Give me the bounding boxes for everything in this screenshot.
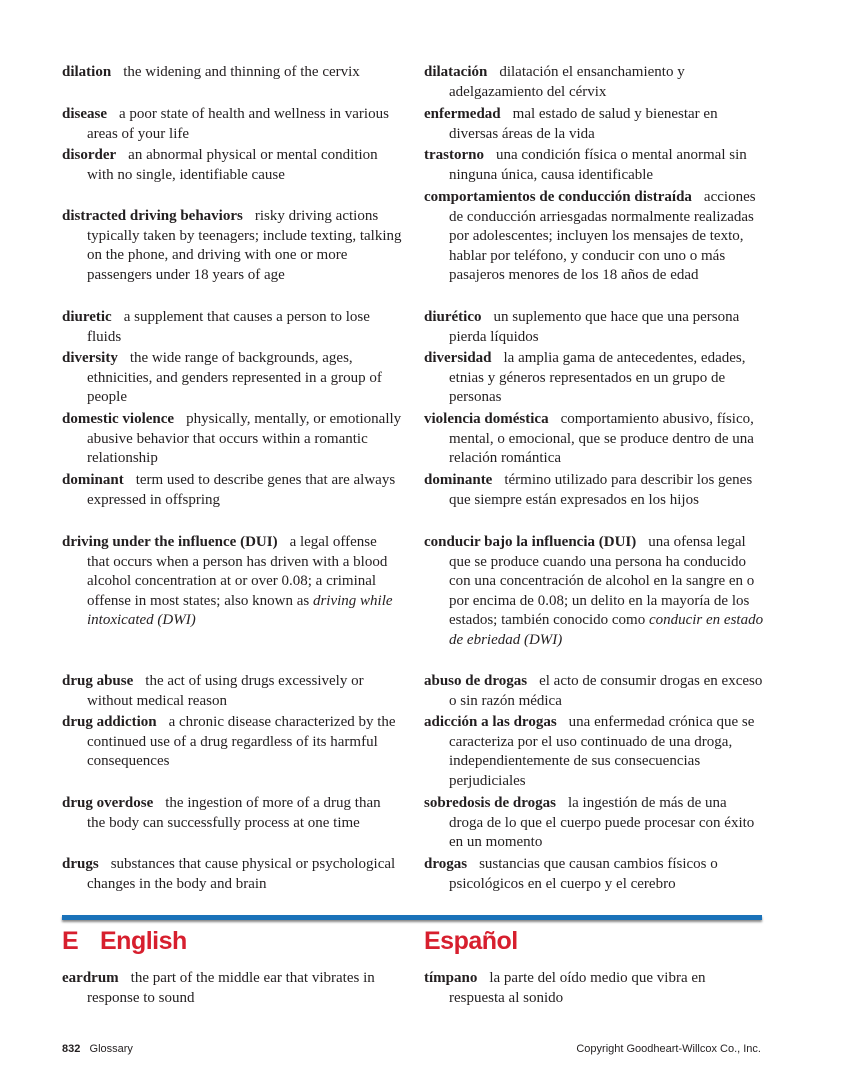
entry-term: trastorno	[424, 147, 484, 163]
glossary-entry	[62, 794, 402, 833]
entry-definition: una ofensa legal que se produce cuando una persona ha conducido con una concentración de alcohol en la sangre en o por encima de 0.08; un delito en la mayoría de los estados; también conocido como	[449, 534, 755, 629]
glossary-entry	[62, 713, 402, 772]
entry-term: drug addiction	[62, 714, 157, 730]
page-number: 832	[62, 1043, 81, 1055]
section-heading-english: English	[100, 927, 187, 955]
entry-definition: un suplemento que hace que una persona pierda líquidos	[449, 309, 740, 345]
entry-definition: la ingestión de más de una droga de lo que el cuerpo puede procesar con éxito en un momento	[449, 795, 755, 851]
entry-term: diversity	[62, 350, 118, 366]
entry-definition: the wide range of backgrounds, ages, ethnicities, and genders represented in a group of people	[87, 350, 382, 406]
entry-term: drug abuse	[62, 673, 134, 689]
glossary-entry	[424, 471, 764, 510]
entry-term: eardrum	[62, 970, 119, 986]
entry-term: distracted driving behaviors	[62, 208, 243, 224]
glossary-entry	[424, 63, 764, 102]
entry-definition: acciones de conducción arriesgadas normalmente realizadas por adolescentes; incluyen los mensajes de texto, hablar por teléfono, y conducir con uno o más pasajeros menores de los 18 años de edad	[449, 189, 756, 284]
entry-definition: una condición física o mental anormal sin ninguna única, causa identificable	[449, 147, 747, 183]
entry-definition: physically, mentally, or emotionally abusive behavior that occurs within a romantic relationship	[87, 411, 402, 467]
entry-definition: term used to describe genes that are always expressed in offspring	[87, 472, 396, 508]
entry-term: drugs	[62, 856, 99, 872]
entry-definition-italic: conducir en estado de ebriedad (DWI)	[449, 612, 764, 648]
entry-definition: sustancias que causan cambios físicos o psicológicos en el cuerpo y el cerebro	[449, 856, 718, 892]
entry-term: tímpano	[424, 970, 478, 986]
entry-definition: a chronic disease characterized by the continued use of a drug regardless of its harmful consequences	[87, 714, 396, 770]
entry-term: sobredosis de drogas	[424, 795, 556, 811]
entry-term: dominant	[62, 472, 124, 488]
entry-term: abuso de drogas	[424, 673, 528, 689]
glossary-entry	[62, 471, 402, 510]
glossary-entry	[424, 855, 764, 894]
entry-term: adicción a las drogas	[424, 714, 557, 730]
entry-definition: la parte del oído medio que vibra en respuesta al sonido	[449, 970, 706, 1006]
entry-term: domestic violence	[62, 411, 175, 427]
glossary-entry	[424, 146, 764, 185]
glossary-entry	[62, 146, 402, 185]
entry-definition: substances that cause physical or psychological changes in the body and brain	[87, 856, 396, 892]
entry-definition-italic: driving while intoxicated (DWI)	[87, 592, 393, 629]
section-divider	[62, 915, 762, 920]
entry-definition: the act of using drugs excessively or without medical reason	[87, 673, 364, 709]
entry-definition: término utilizado para describir los genes que siempre están expresados en los hijos	[449, 472, 753, 508]
footer-copyright: Copyright Goodheart-Willcox Co., Inc.	[576, 1043, 761, 1055]
entry-definition: dilatación el ensanchamiento y adelgazamiento del cérvix	[449, 64, 685, 100]
glossary-entry	[424, 533, 764, 651]
entry-term: dilatación	[424, 64, 488, 80]
glossary-entry	[62, 349, 402, 408]
entry-definition: el acto de consumir drogas en exceso o sin razón médica	[449, 673, 763, 709]
glossary-entry	[424, 349, 764, 408]
entry-term: enfermedad	[424, 106, 501, 122]
section-heading-spanish: Español	[424, 927, 518, 955]
entry-term: disorder	[62, 147, 117, 163]
footer-label: Glossary	[89, 1043, 133, 1055]
glossary-entry-timpano	[424, 969, 764, 1008]
glossary-entry	[424, 188, 764, 286]
section-letter: E	[62, 927, 79, 955]
entry-term: diversidad	[424, 350, 492, 366]
entry-definition: mal estado de salud y bienestar en diversas áreas de la vida	[449, 106, 718, 142]
entry-term: drug overdose	[62, 795, 154, 811]
entry-term: conducir bajo la influencia (DUI)	[424, 534, 637, 550]
glossary-entry-eardrum	[62, 969, 402, 1008]
glossary-entry	[62, 672, 402, 711]
glossary-entry	[62, 63, 402, 83]
glossary-entry	[62, 308, 402, 347]
entry-term: drogas	[424, 856, 468, 872]
glossary-entry	[424, 713, 764, 791]
entry-definition: the ingestion of more of a drug than the body can successfully process at one time	[87, 795, 381, 831]
entry-definition: a poor state of health and wellness in various areas of your life	[87, 106, 389, 142]
entry-definition: comportamiento abusivo, físico, mental, o emocional, que se produce dentro de una relación romántica	[449, 411, 754, 467]
entry-definition: una enfermedad crónica que se caracteriza por el uso continuado de una droga, independientemente de sus consecuencias perjudiciales	[449, 714, 755, 789]
glossary-entry	[62, 105, 402, 144]
entry-definition: an abnormal physical or mental condition with no single, identifiable cause	[87, 147, 378, 183]
glossary-entry	[62, 410, 402, 469]
glossary-entry	[424, 410, 764, 469]
entry-definition: the widening and thinning of the cervix	[123, 64, 360, 80]
glossary-entry	[62, 207, 402, 285]
glossary-entry	[424, 672, 764, 711]
entry-definition: a supplement that causes a person to lose fluids	[87, 309, 370, 345]
entry-term: disease	[62, 106, 107, 122]
entry-definition: a legal offense that occurs when a person has driven with a blood alcohol concentration at or over 0.08; a criminal offense in most states; also known as	[87, 534, 388, 609]
entry-term: diurético	[424, 309, 482, 325]
entry-term: comportamientos de conducción distraída	[424, 189, 692, 205]
glossary-entry	[424, 105, 764, 144]
entry-definition: the part of the middle ear that vibrates in response to sound	[87, 970, 375, 1006]
entry-definition: la amplia gama de antecedentes, edades, etnias y géneros representados en un grupo de personas	[449, 350, 746, 406]
entry-definition: risky driving actions typically taken by teenagers; include texting, talking on the phone, and driving with one or more passengers under 18 years of age	[87, 208, 402, 283]
entry-term: dominante	[424, 472, 493, 488]
entry-term: driving under the influence (DUI)	[62, 534, 278, 550]
glossary-entry	[62, 533, 402, 631]
glossary-entry	[62, 855, 402, 894]
entry-term: dilation	[62, 64, 112, 80]
glossary-entry	[424, 308, 764, 347]
footer-page-info	[62, 1043, 133, 1055]
glossary-entry	[424, 794, 764, 853]
entry-term: violencia doméstica	[424, 411, 549, 427]
entry-term: diuretic	[62, 309, 112, 325]
